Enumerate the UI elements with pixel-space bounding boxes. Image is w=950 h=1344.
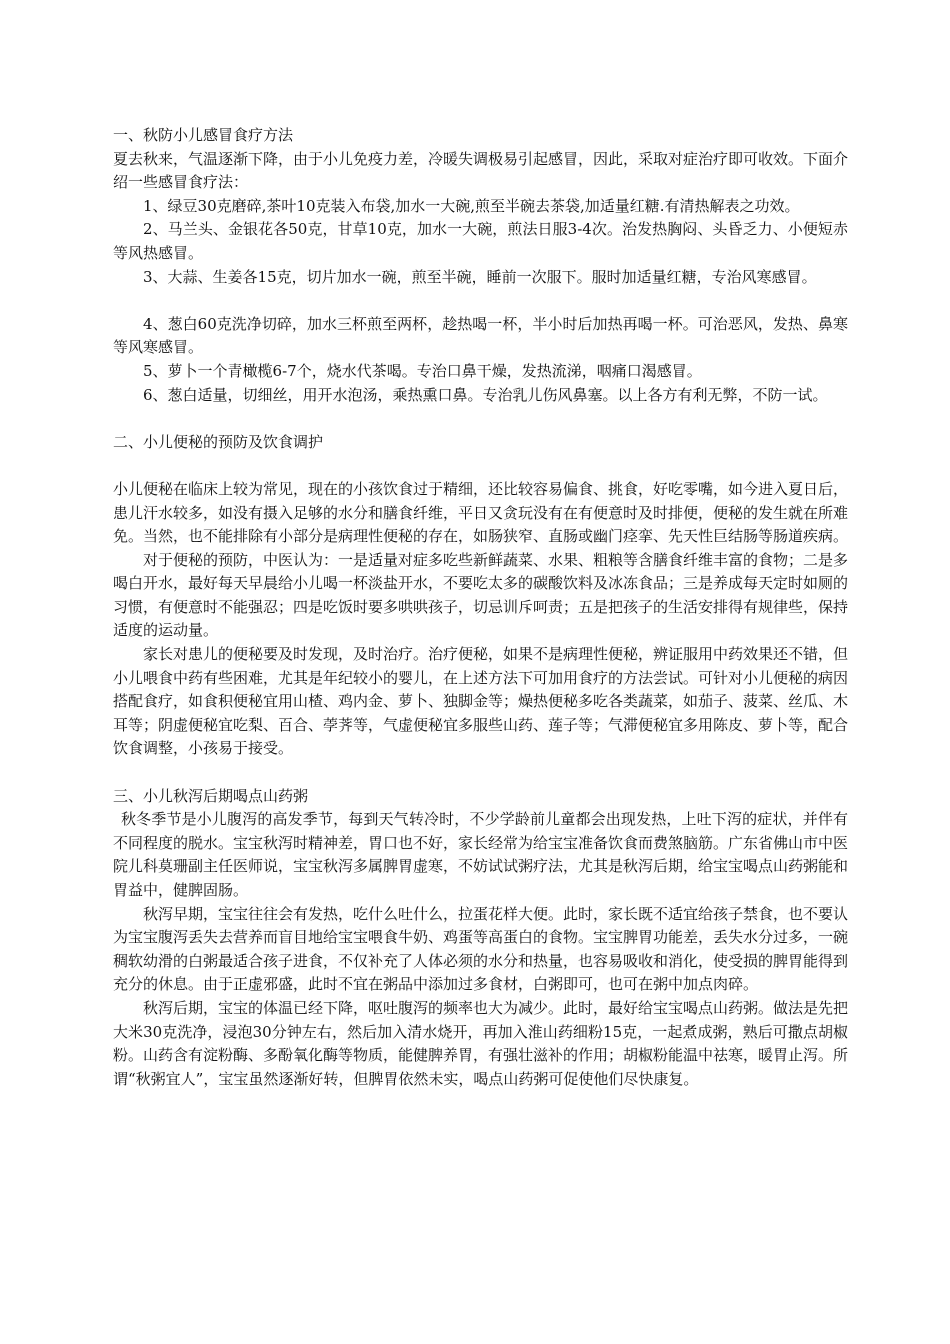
blank-line (113, 454, 848, 478)
section3-paragraph: 秋冬季节是小儿腹泻的高发季节，每到天气转冷时，不少学龄前儿童都会出现发热，上吐下泻的症状，并伴有不同程度的脱水。宝宝秋泻时精神差，胃口也不好，家长经常为给宝宝准备饮食而费煞脑筋。广东省佛山市中医院儿科莫珊副主任医师说，宝宝秋泻多属脾胃虚寒，不妨试试粥疗法，尤其是秋泻后期，给宝宝喝点山药粥能和胃益中，健脾固肠。 (113, 810, 849, 899)
section2-paragraph: 小儿便秘在临床上较为常见，现在的小孩饮食过于精细，还比较容易偏食、挑食，好吃零嘴，如今进入夏日后，患儿汗水较多，如没有摄入足够的水分和膳食纤维，平日又贪玩没有在有便意时及时排便，便秘的发生就在所难免。当然，也不能排除有小部分是病理性便秘的存在，如肠狭窄、直肠或幽门痉挛、先天性巨结肠等肠道疾病。 (113, 479, 849, 546)
section1-item: 5、萝卜一个青橄榄6-7个，烧水代茶喝。专治口鼻干燥，发热流涕，咽痛口渴感冒。 (143, 361, 702, 380)
section2-title: 二、小儿便秘的预防及饮食调护 (113, 432, 324, 451)
blank-line (113, 289, 848, 313)
section1-item: 6、葱白适量，切细丝，用开水泡汤，乘热熏口鼻。专治乳儿伤风鼻塞。以上各方有利无弊，不防一试。 (143, 385, 828, 404)
section1-intro: 夏去秋来，气温逐渐下降，由于小儿免疫力差，冷暖失调极易引起感冒，因此，采取对症治疗即可收效。下面介绍一些感冒食疗法： (113, 149, 849, 192)
document-page (113, 124, 848, 1091)
section3-paragraph: 秋泻早期，宝宝往往会有发热，吃什么吐什么，拉蛋花样大便。此时，家长既不适宜给孩子禁食，也不要认为宝宝腹泻丢失去营养而盲目地给宝宝喂食牛奶、鸡蛋等高蛋白的食物。宝宝脾胃功能差，丢失水分过多，一碗稠软幼滑的白粥最适合孩子进食，不仅补充了人体必须的水分和热量，也容易吸收和消化，使受损的脾胃能得到充分的休息。由于正虚邪盛，此时不宜在粥品中添加过多食材，白粥即可，也可在粥中加点肉碎。 (113, 904, 849, 994)
section1-item: 4、葱白60克洗净切碎，加水三杯煎至两杯，趁热喝一杯，半小时后加热再喝一杯。可治恶风，发热、鼻寒等风寒感冒。 (113, 314, 848, 357)
section2-paragraph: 对于便秘的预防，中医认为：一是适量对症多吃些新鲜蔬菜、水果、粗粮等含膳食纤维丰富的食物；二是多喝白开水，最好每天早晨给小儿喝一杯淡盐开水，不要吃太多的碳酸饮料及冰冻食品；三是养成每天定时如厕的习惯，有便意时不能强忍；四是吃饭时要多哄哄孩子，切忌训斥呵责；五是把孩子的生活安排得有规律些，保持适度的运动量。 (113, 550, 849, 640)
section3-paragraph: 秋泻后期，宝宝的体温已经下降，呕吐腹泻的频率也大为减少。此时，最好给宝宝喝点山药粥。做法是先把大米30克洗净，浸泡30分钟左右，然后加入清水烧开，再加入淮山药细粉15克，一起煮成粥，熟后可撒点胡椒粉。山药含有淀粉酶、多酚氧化酶等物质，能健脾养胃，有强壮滋补的作用；胡椒粉能温中祛寒，暖胃止泻。所谓“秋粥宜人”，宝宝虽然逐渐好转，但脾胃依然未实，喝点山药粥可促使他们尽快康复。 (113, 998, 849, 1088)
blank-line (113, 761, 848, 785)
section1-item: 2、马兰头、金银花各50克，甘草10克，加水一大碗，煎法日服3-4次。治发热胸闷、头昏乏力、小便短赤等风热感冒。 (113, 220, 848, 262)
section1-title: 一、秋防小儿感冒食疗方法 (113, 126, 294, 144)
section1-item: 3、大蒜、生姜各15克，切片加水一碗，煎至半碗，睡前一次服下。服时加适量红糖，专治风寒感冒。 (143, 267, 817, 286)
blank-line (113, 407, 848, 431)
section3-title: 三、小儿秋泻后期喝点山药粥 (113, 786, 309, 805)
section2-paragraph: 家长对患儿的便秘要及时发现，及时治疗。治疗便秘，如果不是病理性便秘，辨证服用中药效果还不错，但小儿喂食中药有些困难，尤其是年纪较小的婴儿，在上述方法下可加用食疗的方法尝试。可针对小儿便秘的病因搭配食疗，如食积便秘宜用山楂、鸡内金、萝卜、独脚金等；燥热便秘多吃各类蔬菜，如茄子、菠菜、丝瓜、木耳等；阴虚便秘宜吃梨、百合、荸荠等，气虚便秘宜多服些山药、莲子等；气滞便秘宜多用陈皮、萝卜等，配合饮食调整，小孩易于接受。 (113, 645, 849, 758)
section1-item: 1、绿豆30克磨碎,茶叶10克装入布袋,加水一大碗,煎至半碗去茶袋,加适量红糖.有清热解表之功效。 (143, 196, 800, 215)
